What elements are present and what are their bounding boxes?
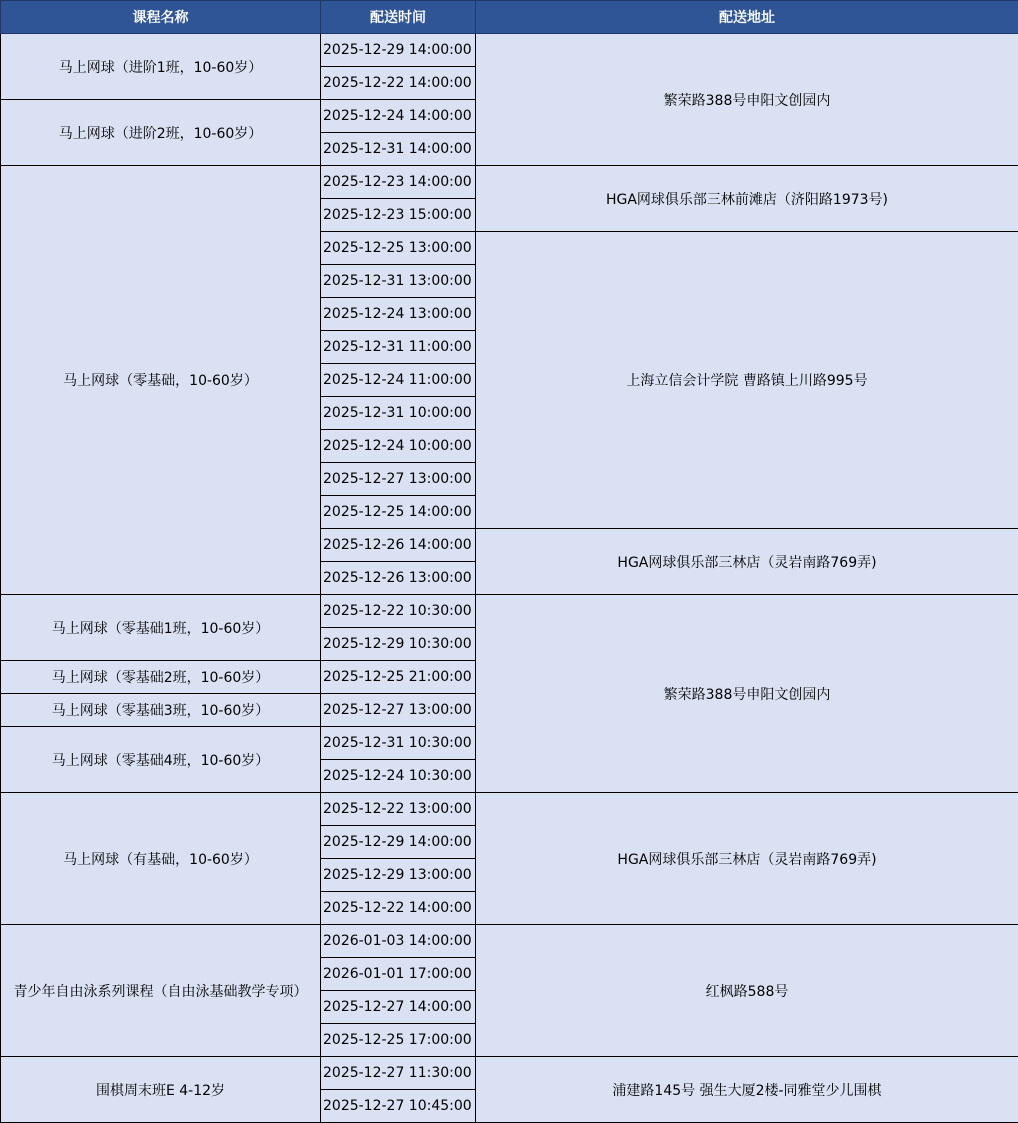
course-name-cell: 马上网球（零基础2班，10-60岁） — [1, 661, 321, 694]
delivery-time-cell: 2025-12-27 13:00:00 — [321, 694, 476, 727]
course-name-cell: 青少年自由泳系列课程（自由泳基础教学专项） — [1, 925, 321, 1057]
delivery-time-cell: 2025-12-26 14:00:00 — [321, 529, 476, 562]
header-course-name: 课程名称 — [1, 1, 321, 34]
address-cell: HGA网球俱乐部三林店（灵岩南路769弄) — [476, 529, 1018, 595]
delivery-time-cell: 2025-12-25 17:00:00 — [321, 1024, 476, 1057]
delivery-time-cell: 2025-12-27 10:45:00 — [321, 1090, 476, 1123]
delivery-time-cell: 2025-12-23 15:00:00 — [321, 199, 476, 232]
address-cell: 浦建路145号 强生大厦2楼-同雅堂少儿围棋 — [476, 1057, 1018, 1123]
delivery-time-cell: 2025-12-31 11:00:00 — [321, 331, 476, 364]
delivery-time-cell: 2025-12-25 14:00:00 — [321, 496, 476, 529]
course-name-cell: 马上网球（零基础，10-60岁） — [1, 166, 321, 595]
table-row — [1, 595, 1018, 628]
course-name-cell: 马上网球（零基础4班，10-60岁） — [1, 727, 321, 793]
table-row — [1, 1057, 1018, 1090]
delivery-time-cell: 2026-01-01 17:00:00 — [321, 958, 476, 991]
table-row — [1, 925, 1018, 958]
delivery-time-cell: 2025-12-27 14:00:00 — [321, 991, 476, 1024]
header-delivery-time: 配送时间 — [321, 1, 476, 34]
course-name-cell: 围棋周末班E 4-12岁 — [1, 1057, 321, 1123]
course-name-cell: 马上网球（零基础1班，10-60岁） — [1, 595, 321, 661]
delivery-time-cell: 2025-12-31 10:00:00 — [321, 397, 476, 430]
address-cell: 上海立信会计学院 曹路镇上川路995号 — [476, 232, 1018, 529]
address-cell: HGA网球俱乐部三林前滩店（济阳路1973号) — [476, 166, 1018, 232]
delivery-time-cell: 2025-12-25 21:00:00 — [321, 661, 476, 694]
delivery-time-cell: 2025-12-26 13:00:00 — [321, 562, 476, 595]
delivery-time-cell: 2025-12-22 10:30:00 — [321, 595, 476, 628]
delivery-time-cell: 2025-12-24 13:00:00 — [321, 298, 476, 331]
address-cell: 红枫路588号 — [476, 925, 1018, 1057]
delivery-time-cell: 2025-12-31 13:00:00 — [321, 265, 476, 298]
delivery-time-cell: 2025-12-29 14:00:00 — [321, 34, 476, 67]
delivery-time-cell: 2025-12-29 14:00:00 — [321, 826, 476, 859]
delivery-time-cell: 2025-12-31 14:00:00 — [321, 133, 476, 166]
delivery-time-cell: 2025-12-31 10:30:00 — [321, 727, 476, 760]
delivery-time-cell: 2025-12-27 11:30:00 — [321, 1057, 476, 1090]
delivery-time-cell: 2025-12-24 10:30:00 — [321, 760, 476, 793]
course-name-cell: 马上网球（有基础，10-60岁） — [1, 793, 321, 925]
address-cell: 繁荣路388号申阳文创园内 — [476, 595, 1018, 793]
course-name-cell: 马上网球（零基础3班，10-60岁） — [1, 694, 321, 727]
table-row — [1, 793, 1018, 826]
delivery-time-cell: 2025-12-22 14:00:00 — [321, 892, 476, 925]
delivery-time-cell: 2025-12-23 14:00:00 — [321, 166, 476, 199]
course-name-cell: 马上网球（进阶1班，10-60岁） — [1, 34, 321, 100]
address-cell: HGA网球俱乐部三林店（灵岩南路769弄) — [476, 793, 1018, 925]
delivery-time-cell: 2025-12-22 13:00:00 — [321, 793, 476, 826]
header-row — [1, 1, 1018, 34]
delivery-time-cell: 2025-12-29 13:00:00 — [321, 859, 476, 892]
delivery-time-cell: 2025-12-25 13:00:00 — [321, 232, 476, 265]
course-name-cell: 马上网球（进阶2班，10-60岁） — [1, 100, 321, 166]
delivery-time-cell: 2025-12-24 14:00:00 — [321, 100, 476, 133]
delivery-time-cell: 2025-12-27 13:00:00 — [321, 463, 476, 496]
header-delivery-address: 配送地址 — [476, 1, 1018, 34]
table-row — [1, 166, 1018, 199]
delivery-time-cell: 2025-12-29 10:30:00 — [321, 628, 476, 661]
address-cell: 繁荣路388号申阳文创园内 — [476, 34, 1018, 166]
delivery-time-cell: 2025-12-24 11:00:00 — [321, 364, 476, 397]
table-row — [1, 34, 1018, 67]
delivery-time-cell: 2025-12-24 10:00:00 — [321, 430, 476, 463]
delivery-time-cell: 2025-12-22 14:00:00 — [321, 67, 476, 100]
delivery-time-cell: 2026-01-03 14:00:00 — [321, 925, 476, 958]
